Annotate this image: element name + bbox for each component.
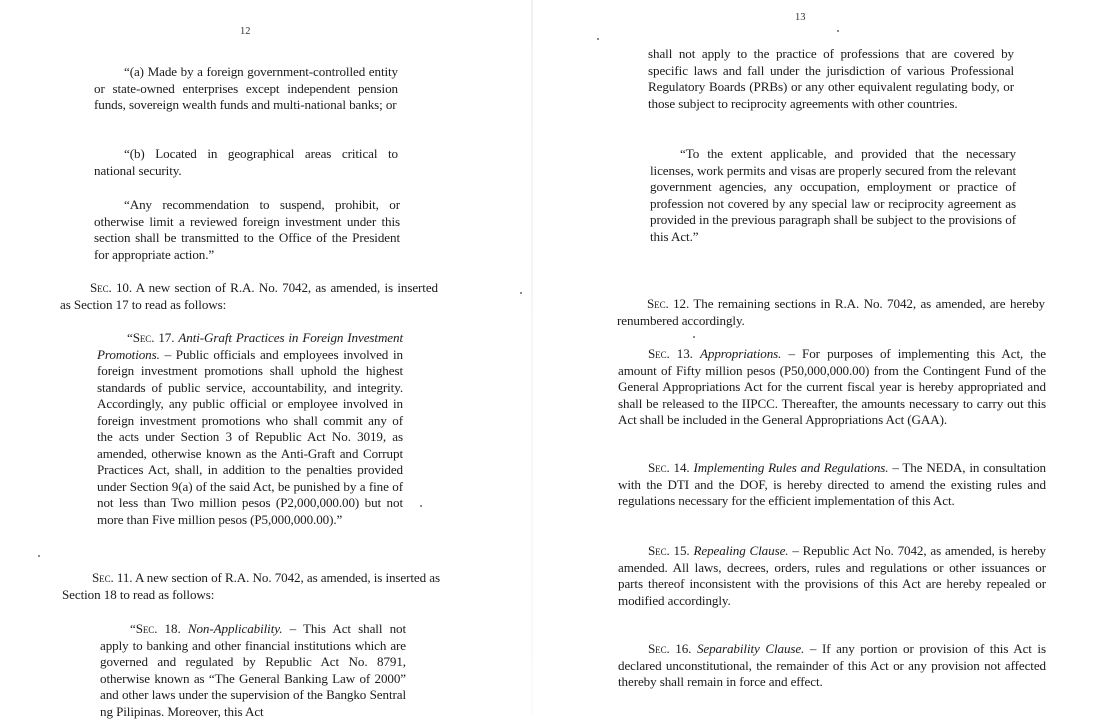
paragraph-continuation: shall not apply to the practice of professions that are covered by specific laws and fall under the jurisdiction of various Professional Regulatory Boards (PRBs) or any other equivalent regulating body, or those subject to reciprocity agreements with other countries. (648, 46, 1014, 111)
section-body: The remaining sections in R.A. No. 7042, as amended, are hereby renumbered accordingly. (617, 296, 1045, 328)
section-title: Non-Applicability. (187, 621, 283, 636)
section-title: Repealing Clause. (693, 543, 789, 558)
section-body: – If any portion or provision of this Act is declared unconstitutional, the remainder of this Act or any provision not affected thereby shall remain in force and effect. (618, 641, 1046, 689)
section-10 (60, 280, 438, 313)
section-label: “Sec. 18. (130, 621, 181, 636)
section-title: Implementing Rules and Regulations. (693, 460, 889, 475)
page-number: 13 (795, 12, 806, 23)
section-13 (618, 346, 1046, 429)
section-label: Sec. 11. (92, 570, 133, 585)
paragraph-recommendation: “Any recommendation to suspend, prohibit, or otherwise limit a reviewed foreign investment under this section shall be transmitted to the Office of the President for appropriate action.” (94, 197, 400, 262)
scan-speck (837, 30, 839, 32)
section-body: A new section of R.A. No. 7042, as amended, is inserted as Section 18 to read as follows: (62, 570, 440, 602)
paragraph-a: “(a) Made by a foreign government-controlled entity or state-owned enterprises except independent pension funds, sovereign wealth funds and multi-national banks; or (94, 64, 398, 112)
scan-speck (420, 505, 422, 507)
section-label: Sec. 12. (647, 296, 690, 311)
scan-speck (693, 336, 695, 338)
section-body: – For purposes of implementing this Act, the amount of Fifty million pesos (P50,000,000.00) from the Contingent Fund of the General Appropriations Act for the current fiscal year is hereby appropriated and shall be released to the IIPCC. Thereafter, the amounts necessary to carry out this Act shall be included in the General Appropriations Act (GAA). (618, 346, 1046, 427)
section-title: Separability Clause. (696, 641, 805, 656)
paragraph-extent: “To the extent applicable, and provided that the necessary licenses, work permits and visas are properly secured from the relevant government agencies, any occupation, employment or practice of profession not covered by any special law or reciprocity agreement as provided in the previous paragraph shall be subject to the provisions of this Act.” (650, 146, 1016, 244)
section-label: Sec. 16. (648, 641, 692, 656)
paragraph-b: “(b) Located in geographical areas critical to national security. (94, 146, 398, 178)
section-15 (618, 543, 1046, 609)
section-label: Sec. 15. (648, 543, 690, 558)
section-body: – Republic Act No. 7042, as amended, is hereby amended. All laws, decrees, orders, rules and regulations or other issuances or parts thereof inconsistent with the provisions of this Act are hereby repealed or modified accordingly. (618, 543, 1046, 608)
left-page (0, 0, 540, 719)
section-body: A new section of R.A. No. 7042, as amended, is inserted as Section 17 to read as follows: (60, 280, 439, 312)
section-body: – Public officials and employees involved in foreign investment promotions shall uphold the highest standards of public service, accountability, and integrity. Accordingly, any public official or employee involved in foreign investment promotions who shall commit any of the acts under Section 3 of Republic Act No. 3019, as amended, otherwise known as the Anti-Graft and Corrupt Practices Act, shall, in addition to the penalties provided under Section 9(a) of the said Act, be punished by a fine of not less than Two million pesos (P2,000,000.00) but not more than Five million pesos (P5,000,000.00).” (97, 346, 403, 527)
section-title: Appropriations. (700, 346, 782, 361)
section-label: Sec. 13. (648, 346, 693, 361)
section-17 (97, 330, 403, 528)
section-12 (617, 296, 1045, 329)
scan-speck (38, 555, 40, 557)
scan-speck (597, 38, 599, 40)
section-16 (618, 641, 1046, 691)
page-number: 12 (240, 26, 251, 37)
section-label: Sec. 10. (90, 280, 133, 295)
section-body: – This Act shall not apply to banking and other financial institutions which are governed and regulated by Republic Act No. 8791, otherwise known as “The General Banking Law of 2000” and other laws under the supervision of the Bangko Sentral ng Pilipinas. Moreover, this Act (100, 621, 406, 719)
right-page (560, 0, 1115, 715)
scan-speck (520, 292, 522, 294)
section-14 (618, 460, 1046, 510)
section-18 (100, 621, 406, 720)
section-11 (62, 570, 440, 603)
section-title: Anti-Graft Practices in Foreign Investment Promotions. (97, 330, 404, 362)
section-label: “Sec. 17. (127, 330, 175, 345)
section-label: Sec. 14. (648, 460, 690, 475)
section-body: – The NEDA, in consultation with the DTI and the DOF, is hereby directed to amend the existing rules and regulations necessary for the efficient implementation of this Act. (618, 460, 1046, 508)
